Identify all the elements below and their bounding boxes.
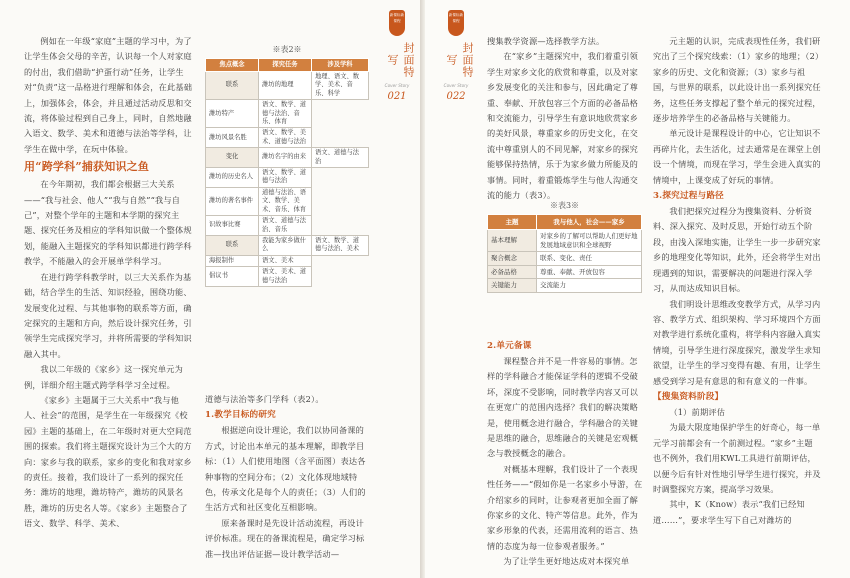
section-heading: 3.探究过程与路径 — [653, 191, 724, 202]
paragraph: 为了让学生更好地达成对本探究单 — [503, 556, 630, 567]
subject-cell: 语文、美术、道德与法治 — [259, 267, 312, 287]
subject-cell: 语文、数学、道德与法治、音乐、体育 — [259, 100, 312, 128]
table-row — [206, 168, 369, 188]
page-number: 022 — [446, 91, 466, 102]
paragraph: 元主题的认识，完成表现性任务，我们研究出了三个探究线索：（1）家乡的地理；（2）家乡的历史、文化和资源；（3）家乡与祖国，与世界的联系，以此设计出一系列探究任务，这些任务支撑起了整个单元的探究过程，逐步培养学生的必备品格与关键能力。 — [653, 36, 821, 124]
table-row — [206, 72, 369, 100]
task-cell: 潍坊特产 — [206, 100, 259, 128]
table-row — [488, 265, 642, 279]
paragraph: 道德与法治等多门学科（表2）。 — [205, 394, 324, 404]
bracket-heading: 【搜集资料阶段】 — [653, 391, 724, 402]
section-title-en: Cover Story — [443, 83, 469, 88]
section-title: 封面特写 — [386, 42, 415, 78]
value-cell: 尊重、奉献、开放包容 — [537, 265, 642, 279]
paragraph: 我以二年级的《家乡》这一探究单元为例，详细介绍主题式跨学科学习全过程。 — [24, 364, 183, 390]
key-cell: 关键能力 — [488, 279, 537, 293]
key-cell: 必备品格 — [488, 265, 537, 279]
table-row — [206, 267, 369, 287]
paragraph: 我们明设计思维改变教学方式，从学习内容、教学方式、组织架构、学习环境四个方面对教学进行系统化重构，将学科内容融入真实情境，引导学生进行深度探究，激发学生求知欲望，让学生的学习变得有趣、有用，让学生感受到学习是有意思的和有意义的一件事。 — [653, 298, 821, 386]
task-cell: 倡议书 — [206, 267, 259, 287]
paragraph: 为最大限度地保护学生的好奇心，每一单元学习前都会有一个前测过程。“家乡”主题也不例外，我们用KWL工具进行前期评估，以便今后有针对性地引导学生进行探究，并及时调整探究方案，提高学习效果。 — [653, 422, 821, 494]
paragraph: 《家乡》主题属于三大关系中“我与他人、社会”的范围，是学生在一年级探究《校园》主题的基础上，在二年级时对更大空间范围的探索。我们将主题探究设计为三个大的方向：家乡与我的联系，家乡的变化和我对家乡的责任。接着，我们设计了一系列的探究任务：潍坊的地理，潍坊特产，潍坊的风景名胜，潍坊的历史名人等。《家乡》主题整合了语文、数学、科学、美术、 — [24, 394, 192, 529]
task-cell: 潍坊风景名胜 — [206, 128, 259, 148]
sub-heading: （1）前期评估 — [669, 406, 726, 417]
subject-cell: 地理、语文、数学、美术、音乐、科学 — [312, 72, 369, 100]
subject-cell: 语文、道德与法治 — [312, 148, 369, 168]
paragraph: 其中，K（Know）表示“我们已经知道……”，要求学生写下自己对潍坊的 — [653, 499, 805, 525]
table-row — [206, 235, 369, 255]
subject-cell: 语文、美术 — [259, 255, 312, 266]
subject-cell: 道德与法治、语文、数学、美术、音乐、体育 — [259, 187, 312, 215]
subject-cell: 语文、数学、道德与法治、美术 — [312, 235, 369, 255]
section-title-en: Cover Story — [384, 83, 410, 88]
paragraph: 课程整合并不是一件容易的事情。怎样的学科融合才能保证学科的逻辑不受破坏，深度不受影响，同时教学内容又可以在更宽广的范围内选择？我们的解决策略是，使用概念进行融合，学科融合的关键是思维的融合，思维融合的关键是宏观概念与教授概念的融合。 — [487, 356, 638, 459]
left-page — [0, 0, 420, 578]
brand-badge: 新课标新课程 — [448, 10, 464, 36]
task-cell: 识故事比赛 — [206, 216, 259, 236]
brand-badge: 新课标新课程 — [389, 10, 405, 36]
table-3 — [487, 214, 642, 293]
table-row — [206, 187, 369, 215]
table-row — [206, 255, 369, 266]
task-cell: 我能为家乡做什么 — [259, 235, 312, 255]
table-2-caption: ※表2※ — [272, 45, 302, 54]
value-cell: 对家乡的了解可以帮助人们更好地发展地域意识和全球视野 — [537, 230, 642, 252]
paragraph: 原来备课时是先设计活动流程，再设计评价标准。现在的备课流程是，确定学习标准—找出评估证据—设计教学活动— — [205, 517, 365, 559]
task-cell: 潍坊的著名事件 — [206, 187, 259, 215]
paragraph: 在“家乡”主题探究中，我们着重引领学生对家乡文化的欣赏和尊重，以及对家乡发展变化的关注和参与，因此确定了尊重、奉献、开放包容三个方面的必备品格和交流能力，引导学生有意识地欣赏家乡的美好风景，尊重家乡的历史文化，在交流中尊重别人的不同见解，对家乡的探究能够保持热情，乐于为家乡做力所能及的事情。同时，着重锻炼学生与他人沟通交流的能力（表3）。 — [487, 51, 638, 201]
section-heading: 2.单元备课 — [487, 341, 532, 351]
page-side-label — [443, 10, 474, 102]
task-cell: 海报制作 — [206, 255, 259, 266]
section-heading: 1.教学目标的研究 — [205, 410, 276, 421]
concept-cell: 联系 — [206, 72, 259, 100]
table-2 — [205, 58, 369, 287]
paragraph: 在今年期初，我们都会根据三大关系——“我与社会、他人”“我与自然”“我与自己”，对整个学年的主题和本学期的探究主题、探究任务及相应的学科知识做一个整体规划，能融入主题探究的学科知识都进行跨学科教学，不能融入的会开展单学科学习。 — [24, 179, 192, 267]
table-3-caption: ※表3※ — [549, 201, 580, 210]
table-row — [488, 279, 642, 293]
key-cell: 基本理解 — [488, 230, 537, 252]
right-column-1-top — [487, 34, 643, 203]
page-side-label — [384, 10, 415, 102]
subject-cell: 语文、数学、道德与法治 — [259, 168, 312, 188]
table-header: 主题 — [488, 215, 537, 230]
table-row — [488, 252, 642, 266]
subject-cell: 语文、数学、美术、道德与法治 — [259, 128, 312, 148]
subject-cell: 语文、道德与法治、音乐 — [259, 216, 312, 236]
task-cell: 潍坊的地理 — [259, 72, 312, 100]
task-cell: 潍坊的历史名人 — [206, 168, 259, 188]
page-number: 021 — [387, 91, 407, 102]
table-header: 探究任务 — [259, 59, 312, 72]
right-column-1-bottom — [487, 338, 643, 570]
paragraph: 搜集教学资源—选择教学方法。 — [487, 36, 605, 46]
paragraph: 对概基本理解，我们设计了一个表现性任务——“假如你是一名家乡小导游，在介绍家乡的同时，让参观者更加全面了解你家乡的文化、特产等信息。此外，作为家乡形象的代表，还需用流利的语言、热情的态度为每一位参观者服务。” — [487, 463, 643, 551]
concept-cell: 联系 — [206, 235, 259, 255]
paragraph: 在进行跨学科教学时，以三大关系作为基础，结合学生的生活、知识经验，围绕功能、发展变化过程、与其他事物的联系等方面，确定探究的主题和方向，然后设计探究任务，引领学生完成探究学习，并将所需要的学科知识融入其中。 — [24, 271, 192, 359]
table-row — [206, 216, 369, 236]
left-column-2-bottom — [205, 392, 371, 562]
table-header: 我与他人，社会——家乡 — [537, 215, 642, 230]
paragraph: 单元设计是课程设计的中心，它让知识不再碎片化，去生活化，过去通常是在课堂上创设一个情境，而现在学习，学生会进入真实的情境中，上课变成了好玩的事情。 — [653, 128, 821, 185]
concept-cell: 变化 — [206, 148, 259, 168]
left-column-1 — [24, 34, 194, 532]
paragraph: 我们把探究过程分为搜集资料、分析资料、深入探究、及时反思，开始行动五个阶段，由浅入深地实施，让学生一步一步研究家乡的地理变化等知识，此外，还会将学生对出现遇到的知识，需要解决的问题进行深入学习，从而达成知识目标。 — [653, 206, 821, 294]
table-header: 涉及学科 — [312, 59, 369, 72]
key-cell: 聚合概念 — [488, 252, 537, 266]
section-title: 封面特写 — [445, 42, 474, 78]
paragraph: 例如在一年级“家庭”主题的学习中，为了让学生体会父母的辛苦，认识每一个人对家庭的付出，我们借助“护蛋行动”任务，让学生对“负责”这一品格进行理解和体会，在此基础上，加强体会，体会，并且通过活动反思和交流，将体验过程到自己身上，同时，自然地融入语文、数学、美术和道德与法治等学科，让学生在做中学，在玩中体验。 — [24, 36, 193, 154]
right-column-2 — [653, 34, 821, 528]
value-cell: 联系、变化、责任 — [537, 252, 642, 266]
table-row — [206, 100, 369, 128]
task-cell: 潍坊名字的由来 — [259, 148, 312, 168]
table-row — [206, 128, 369, 148]
table-header: 焦点概念 — [206, 59, 259, 72]
table-row — [206, 148, 369, 168]
paragraph: 根据逆向设计理论，我们以协同备课的方式，讨论出本单元的基本理解，即教学目标：（1）人们使用地图（含平面图）表达各种事物的空间分布；（2）文化体现地域特色，传承文化是每个人的责任；（3）人们的生活方式和社区变化互相影响。 — [205, 425, 366, 513]
value-cell: 交流能力 — [537, 279, 642, 293]
table-row — [488, 230, 642, 252]
section-heading: 用“跨学科”捕获知识之鱼 — [24, 160, 150, 174]
